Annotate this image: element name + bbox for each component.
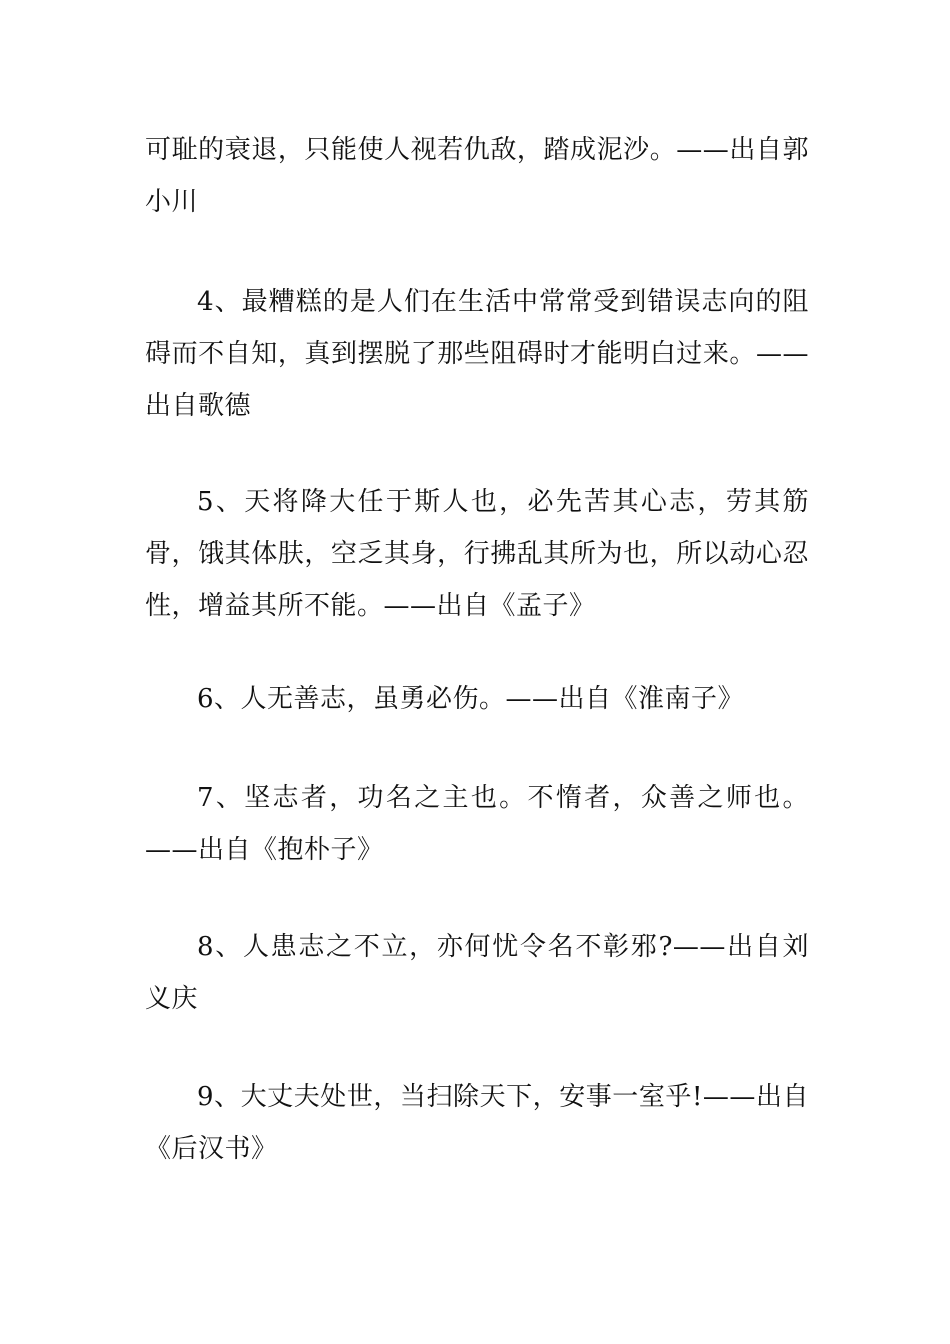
quote-paragraph-8: 8、人患志之不立，亦何忧令名不彰邪?——出自刘义庆 — [145, 932, 809, 1014]
quote-paragraph-6: 6、人无善志，虽勇必伤。——出自《淮南子》 — [197, 684, 745, 714]
quote-paragraph-7: 7、坚志者，功名之主也。不惰者，众善之师也。——出自《抱朴子》 — [145, 783, 809, 865]
quote-paragraph-4: 4、最糟糕的是人们在生活中常常受到错误志向的阻碍而不自知，真到摆脱了那些阻碍时才能明白过来。——出自歌德 — [145, 287, 809, 421]
quote-paragraph-5: 5、天将降大任于斯人也，必先苦其心志，劳其筋骨，饿其体肤，空乏其身，行拂乱其所为也，所以动心忍性，增益其所不能。——出自《孟子》 — [145, 487, 809, 621]
quote-paragraph-9: 9、大丈夫处世，当扫除天下，安事一室乎!——出自《后汉书》 — [145, 1082, 809, 1164]
quote-continuation-paragraph: 可耻的衰退，只能使人视若仇敌，踏成泥沙。——出自郭小川 — [145, 135, 809, 217]
